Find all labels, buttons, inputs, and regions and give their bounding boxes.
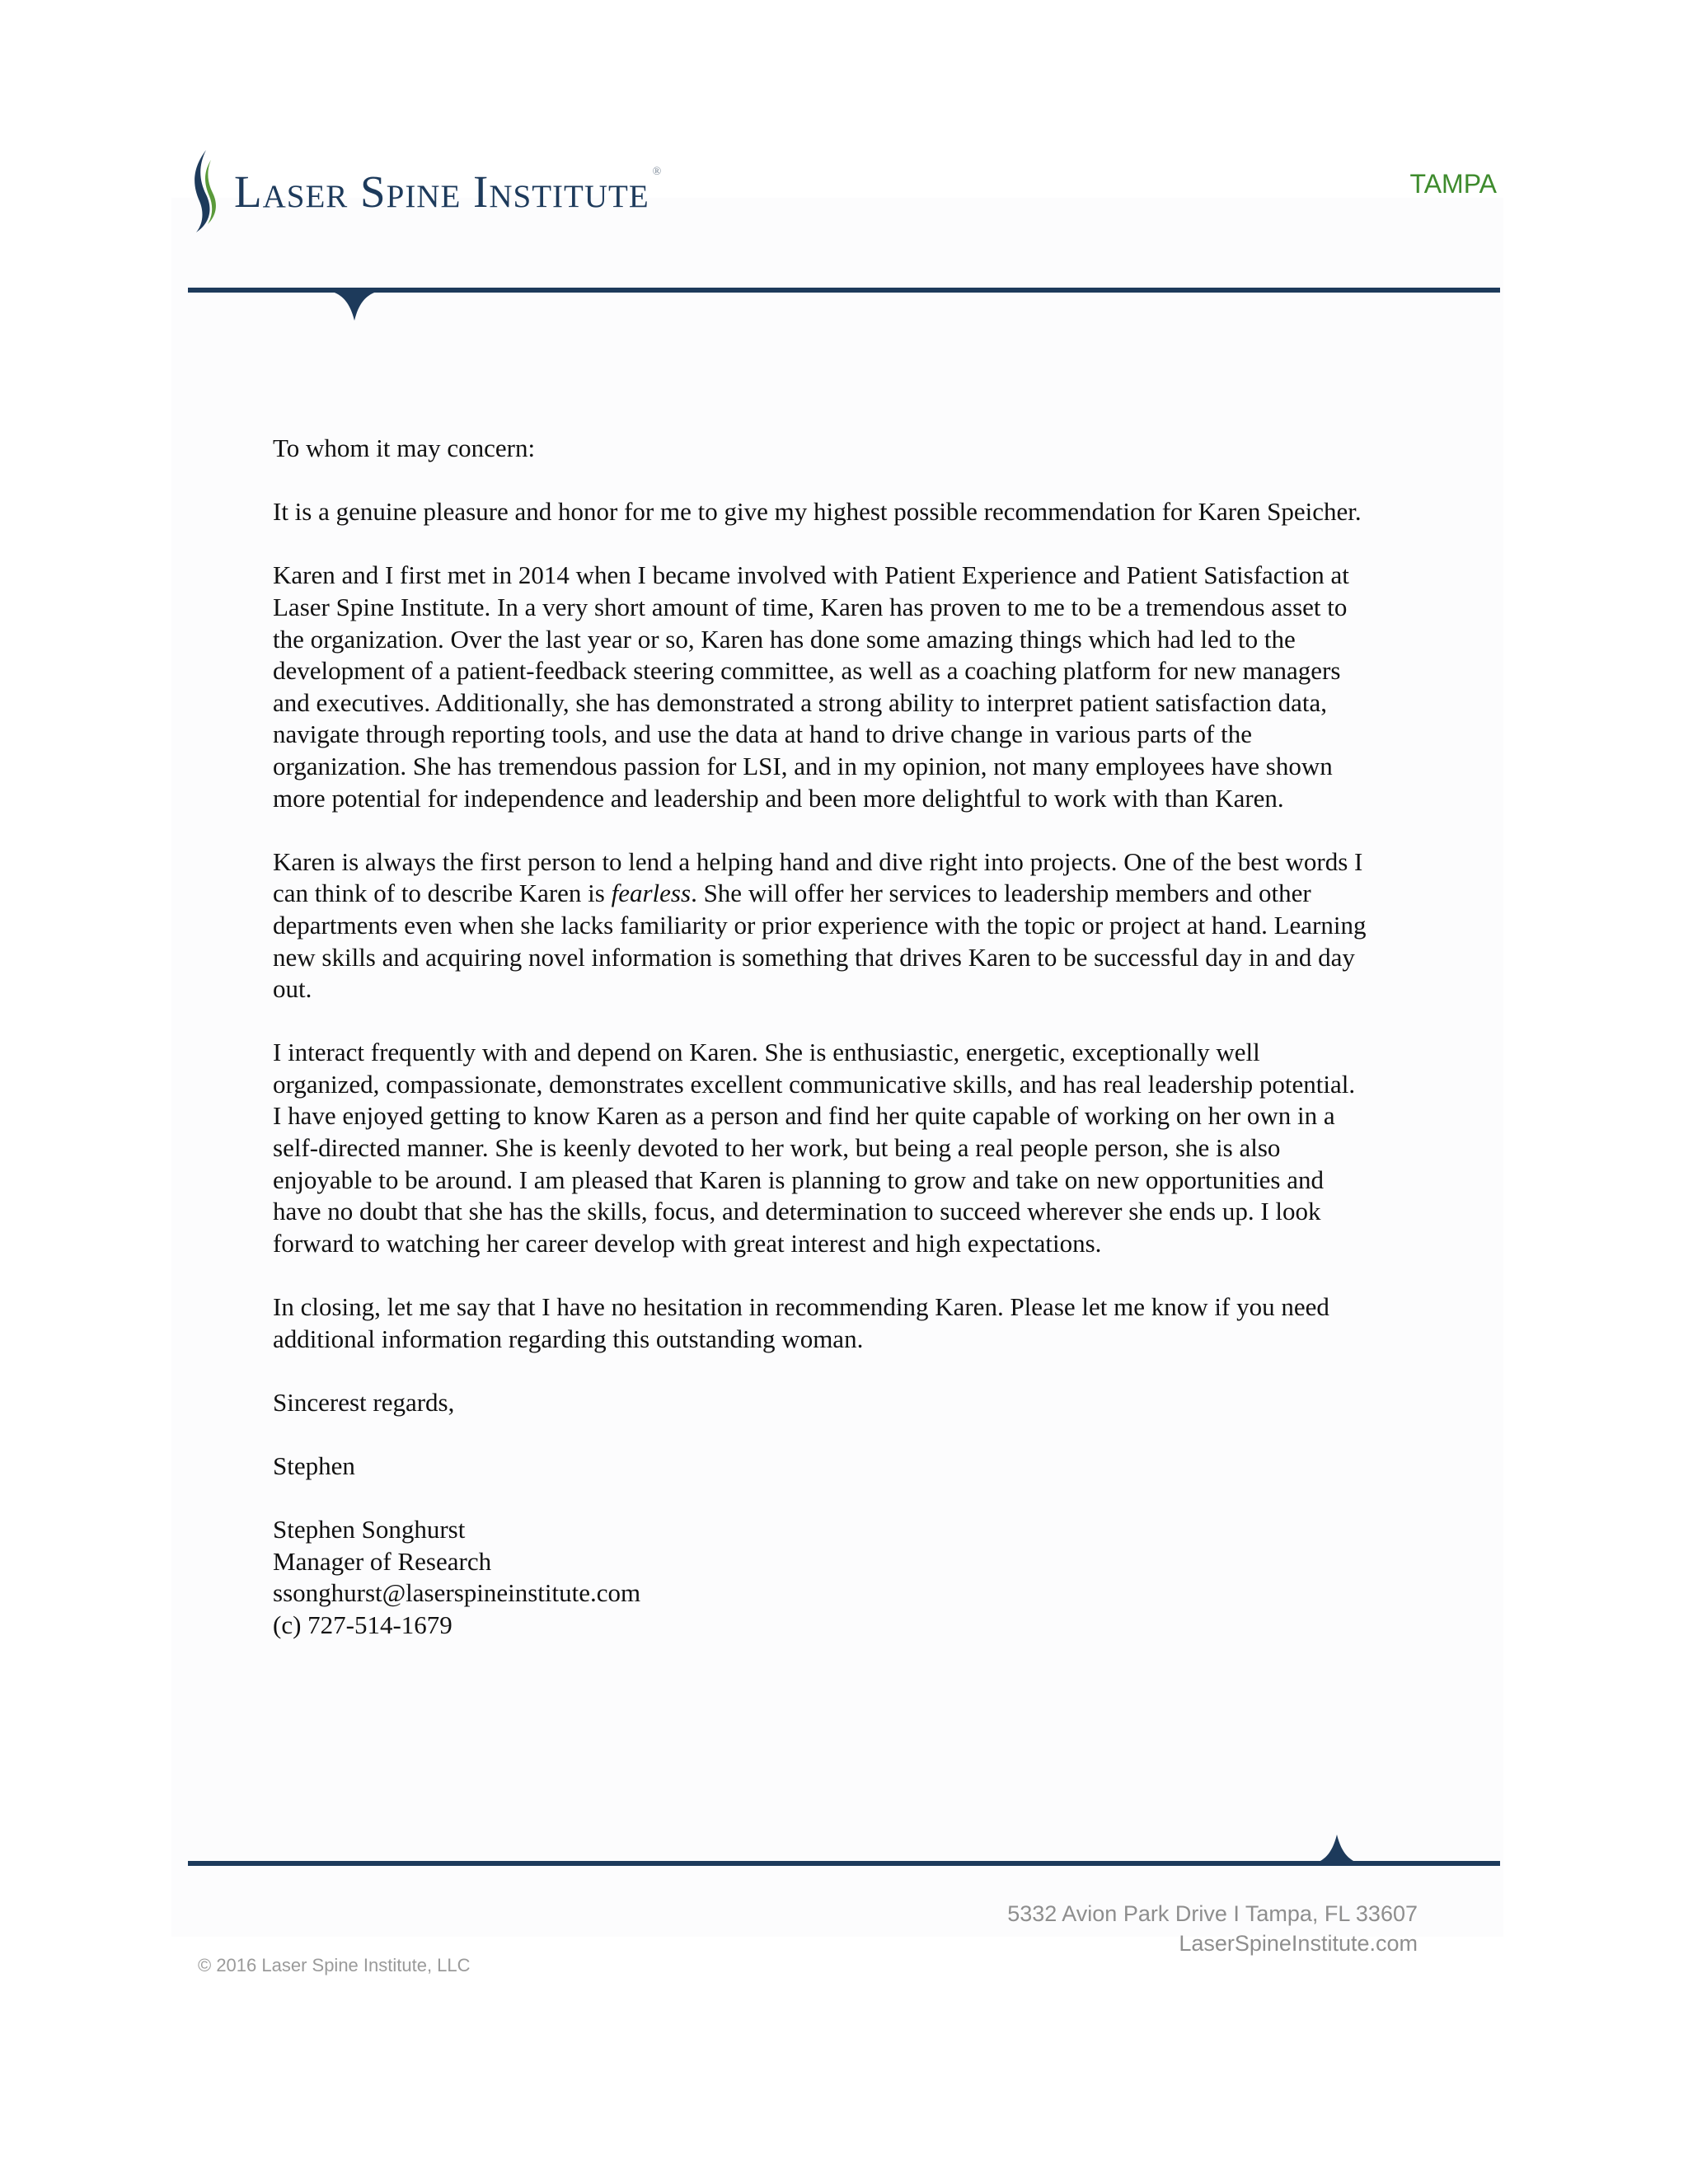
sender-name: Stephen Songhurst — [273, 1515, 466, 1544]
location-label: TAMPA — [1409, 169, 1497, 199]
footer-contact — [1007, 1899, 1418, 1958]
divider-notch-icon — [330, 291, 379, 321]
signature: Stephen — [273, 1451, 355, 1480]
company-logo — [186, 147, 662, 236]
salutation: To whom it may concern: — [273, 434, 536, 462]
paragraph-qualities: Karen is always the first person to lend a helping hand and dive right into projects. One of the best words I can think of to describe Karen is fearless. She will offer her services to leadership members and other departments even when she lacks familiarity or prior experience with the topic or project at hand. Learning new skills and acquiring novel information is something that drives Karen to be successful day in and day out. — [273, 846, 1367, 1004]
closing-phrase: Sincerest regards, — [273, 1387, 455, 1417]
divider-notch-icon — [1312, 1835, 1362, 1864]
sender-email: ssonghurst@laserspineinstitute.com — [273, 1578, 641, 1608]
paragraph-background: Karen and I first met in 2014 when I became involved with Patient Experience and Patient Satisfaction at Laser Spine Institute. In a very short amount of time, Karen has proven to me to be a tremendous asset to the organization. Over the last year or so, Karen has done some amazing things which had led to the development of a patient-feedback steering committee, as well as a coaching platform for new managers and executives. Additionally, she has demonstrated a strong ability to interpret patient satisfaction data, navigate through reporting tools, and use the data at hand to drive change in various parts of the organization. She has tremendous passion for LSI, and in my opinion, not many employees have shown more potential for independence and leadership and been more delightful to work with than Karen. — [273, 560, 1349, 813]
logo-wordmark: Laser Spine Institute ® — [234, 165, 663, 217]
sender-title: Manager of Research — [273, 1546, 492, 1576]
paragraph-character: I interact frequently with and depend on Karen. She is enthusiastic, energetic, exceptionally well organized, compassionate, demonstrates excellent communicative skills, and has real leadership potential. I have enjoyed getting to know Karen as a person and find her quite capable of working on her own in a self-directed manner. She is keenly devoted to her work, but being a real people person, she is also enjoyable to be around. I am pleased that Karen is planning to grow and take on new opportunities and have no doubt that she has the skills, focus, and determination to succeed wherever she ends up. I look forward to watching her career develop with great interest and high expectations. — [273, 1038, 1356, 1258]
footer-address: 5332 Avion Park Drive I Tampa, FL 33607 — [1007, 1901, 1418, 1926]
sender-details — [273, 1514, 1369, 1641]
flame-logo-icon — [186, 147, 219, 236]
paragraph-intro: It is a genuine pleasure and honor for me to give my highest possible recommendation for Karen Speicher. — [273, 497, 1362, 527]
footer-divider — [188, 1861, 1500, 1866]
footer-website: LaserSpineInstitute.com — [1179, 1931, 1418, 1956]
header-divider — [188, 288, 1500, 293]
copyright-notice: © 2016 Laser Spine Institute, LLC — [198, 1955, 471, 1975]
emphasis-word: fearless — [611, 879, 692, 908]
letter-body — [273, 433, 1369, 1642]
paragraph-closing: In closing, let me say that I have no hesitation in recommending Karen. Please let me know if you need additional information regarding this outstanding woman. — [273, 1292, 1329, 1353]
sender-phone: (c) 727-514-1679 — [273, 1610, 452, 1639]
